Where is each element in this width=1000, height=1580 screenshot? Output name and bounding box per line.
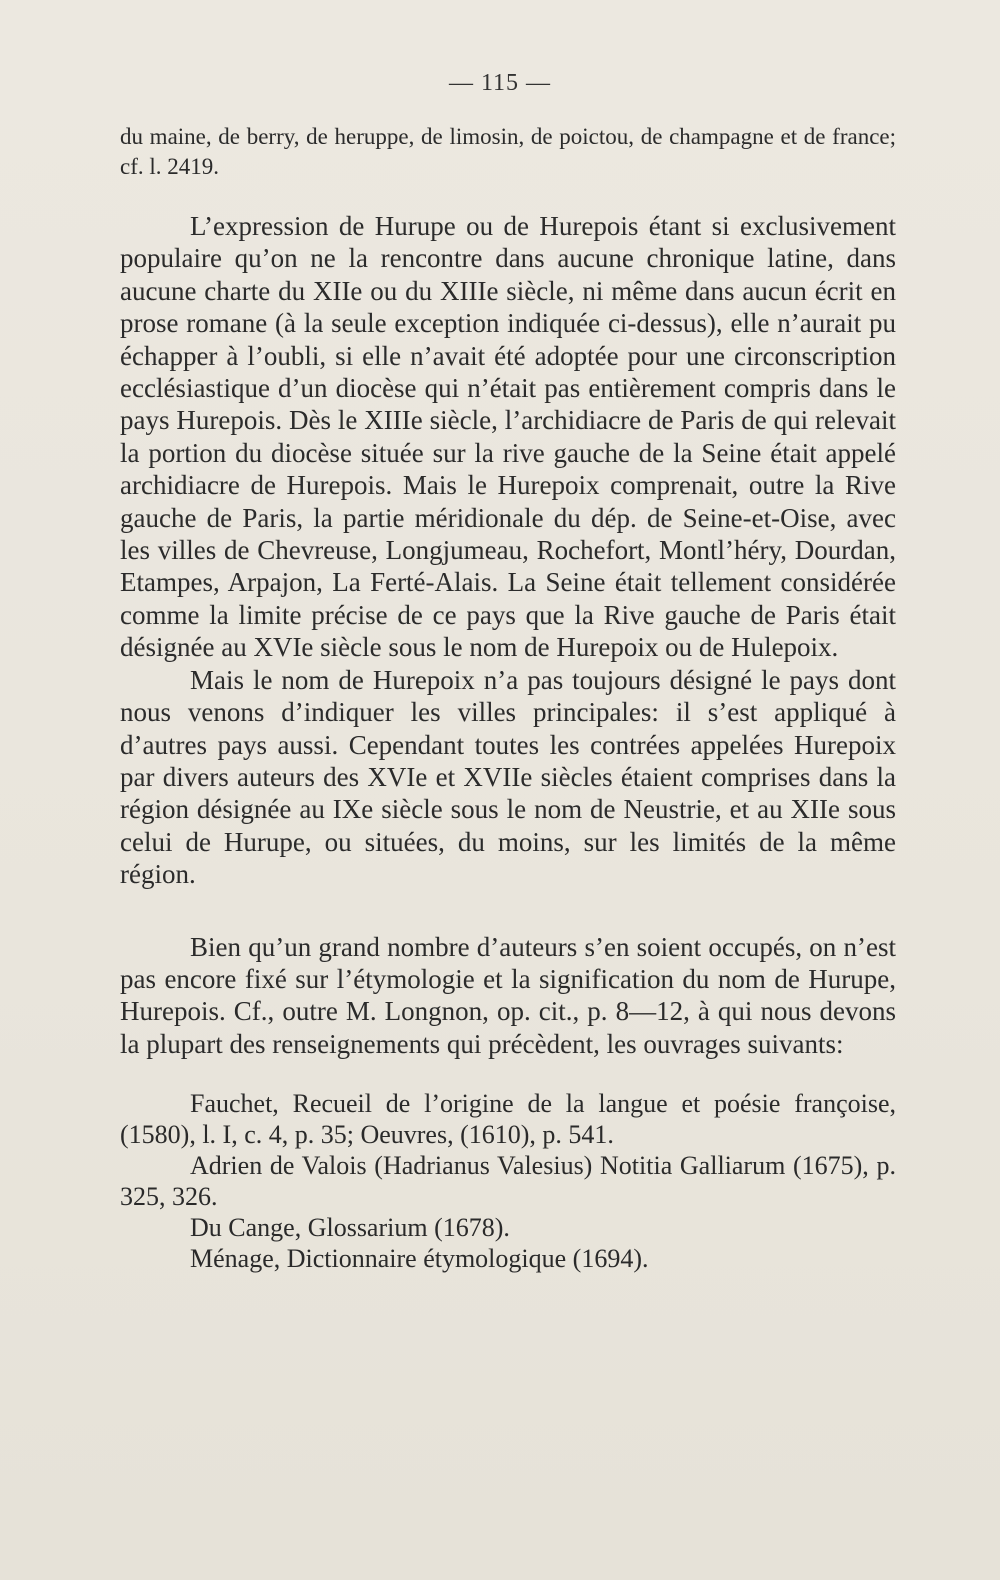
reference-du-cange: Du Cange, Glossarium (1678). bbox=[190, 1213, 510, 1243]
page-number: — 115 — bbox=[448, 70, 552, 96]
paragraph-3: Bien qu’un grand nombre d’auteurs s’en soient occupés, on n’est pas encore fixé sur l’étymologie et la signification du nom de Hurupe, Hurepois. Cf., outre M. Longnon, op. cit., p. 8—12, à qui nous devons la plupart des renseignements qui précèdent, les ouvrages suivants: bbox=[120, 931, 896, 1059]
paragraph-1: L’expression de Hurupe ou de Hurepois étant si exclusivement populaire qu’on ne la rencontre dans aucune chronique latine, dans aucune charte du XIIe ou du XIIIe siècle, ni même dans aucun écrit en prose romane (à la seule exception indiquée ci-dessus), elle n’aurait pu échapper à l’oubli, si elle n’avait été adoptée pour une circonscription ecclésiastique d’un diocèse qui n’était pas entièrement compris dans le pays Hurepois. Dès le XIIIe siècle, l’archidiacre de Paris de qui relevait la portion du diocèse située sur la rive gauche de la Seine était appelé archidiacre de Hurepois. Mais le Hurepoix comprenait, outre la Rive gauche de Paris, la partie méridionale du dép. de Seine-et-Oise, avec les villes de Chevreuse, Longjumeau, Rochefort, Montl’héry, Dourdan, Etampes, Arpajon, La Ferté-Alais. La Seine était tellement considérée comme la limite précise de ce pays que la Rive gauche de Paris était désignée au XVIe siècle sous le nom de Hurepoix ou de Hulepoix. bbox=[120, 211, 896, 663]
references-list bbox=[120, 1088, 896, 1274]
paragraph-2: Mais le nom de Hurepoix n’a pas toujours désigné le pays dont nous venons d’indiquer les villes principales: il s’est appliqué à d’autres pays aussi. Cependant toutes les contrées appelées Hurepoix par divers auteurs des XVIe et XVIIe siècles étaient comprises dans la région désignée au IXe siècle sous le nom de Neustrie, et au XIIe sous celui de Hurupe, ou situées, du moins, sur les limités de la même région. bbox=[120, 664, 896, 890]
reference-valois: Adrien de Valois (Hadrianus Valesius) Notitia Galliarum (1675), p. 325, 326. bbox=[120, 1151, 896, 1212]
page-body bbox=[120, 122, 896, 1274]
intro-line: du maine, de berry, de heruppe, de limosin, de poictou, de champagne et de france; cf. l. 2419. bbox=[120, 124, 896, 179]
reference-menage: Ménage, Dictionnaire étymologique (1694). bbox=[190, 1244, 649, 1274]
reference-fauchet: Fauchet, Recueil de l’origine de la langue et poésie françoise, (1580), l. I, c. 4, p. 35; Oeuvres, (1610), p. 541. bbox=[120, 1089, 896, 1150]
